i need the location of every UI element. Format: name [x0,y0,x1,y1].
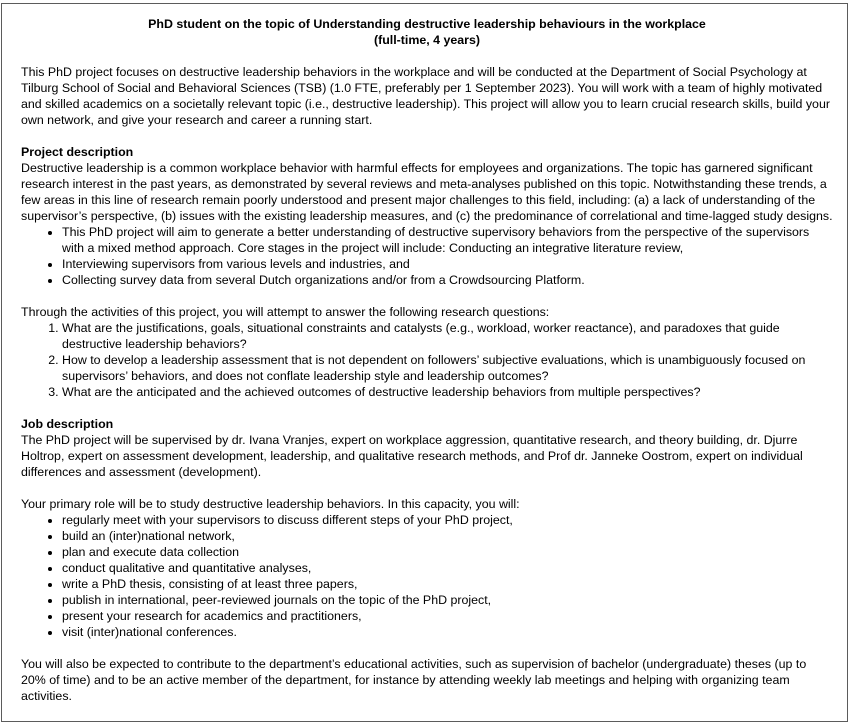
list-item: • plan and execute data collection [62,544,833,560]
list-item: • visit (inter)national conferences. [62,624,833,640]
project-description-paragraph: Destructive leadership is a common workplace behavior with harmful effects for employees and organizations. The topic has garnered significant research interest in the past years, as demonstrated by several reviews and meta-analyses published on this topic. Notwithstanding these trends, a few areas in this line of research remain poorly understood and present major challenges to this field, including: (a) a lack of understanding of the supervisor’s perspective, (b) issues with the existing leadership measures, and (c) the predominance of correlational and time-lagged study designs. [21,161,833,223]
list-item: • regularly meet with your supervisors to discuss different steps of your PhD project, [62,512,833,528]
list-item: • present your research for academics and practitioners, [62,608,833,624]
title-line-1: PhD student on the topic of Understanding destructive leadership behaviours in the workplace [148,17,706,31]
project-description-heading: Project description [21,145,134,159]
list-item: • publish in international, peer-reviewed journals on the topic of the PhD project, [62,592,833,608]
job-description-heading: Job description [21,417,114,431]
list-item: • build an (inter)national network, [62,528,833,544]
list-item: 2. How to develop a leadership assessment that is not dependent on followers’ subjective evaluations, which is unambiguously focused on supervisors’ behaviors, and does not conflate leadership style and leadership outcomes? [62,352,833,384]
role-intro: Your primary role will be to study destructive leadership behaviors. In this capacity, you will: [21,497,520,511]
research-questions-list [21,320,833,400]
document-body [21,16,833,704]
list-item: • Interviewing supervisors from various levels and industries, and [62,256,833,272]
document-frame [1,3,848,722]
duties-list [21,512,833,640]
list-item: • write a PhD thesis, consisting of at least three papers, [62,576,833,592]
list-item: • This PhD project will aim to generate a better understanding of destructive supervisory behaviors from the perspective of the supervisors with a mixed method approach. Core stages in the project will include: Conducting an integrative literature review, [62,224,833,256]
project-stages-list [21,224,833,288]
closing-paragraph: You will also be expected to contribute to the department’s educational activities, such as supervision of bachelor (undergraduate) theses (up to 20% of time) and to be an active member of the department, for instance by attending weekly lab meetings and helping with organizing team activities. [21,657,807,703]
list-item: • Collecting survey data from several Dutch organizations and/or from a Crowdsourcing Platform. [62,272,833,288]
intro-paragraph: This PhD project focuses on destructive leadership behaviors in the workplace and will be conducted at the Department of Social Psychology at Tilburg School of Social and Behavioral Sciences (TSB) (1.0 FTE, preferably per 1 September 2023). You will work with a team of highly motivated and skilled academics on a societally relevant topic (i.e., destructive leadership). This project will allow you to learn crucial research skills, build your own network, and give your research and career a running start. [21,65,830,127]
list-item: • conduct qualitative and quantitative analyses, [62,560,833,576]
list-item: 3. What are the anticipated and the achieved outcomes of destructive leadership behaviors from multiple perspectives? [62,384,833,400]
job-description-paragraph: The PhD project will be supervised by dr. Ivana Vranjes, expert on workplace aggression, quantitative research, and theory building, dr. Djurre Holtrop, expert on assessment development, leadership, and qualitative research methods, and Prof dr. Janneke Oostrom, expert on individual differences and assessment (development). [21,433,803,479]
research-questions-intro: Through the activities of this project, you will attempt to answer the following research questions: [21,305,550,319]
title-line-2: (full-time, 4 years) [373,33,481,47]
list-item: 1. What are the justifications, goals, situational constraints and catalysts (e.g., workload, worker reactance), and paradoxes that guide destructive leadership behaviors? [62,320,833,352]
page-title [21,16,833,48]
